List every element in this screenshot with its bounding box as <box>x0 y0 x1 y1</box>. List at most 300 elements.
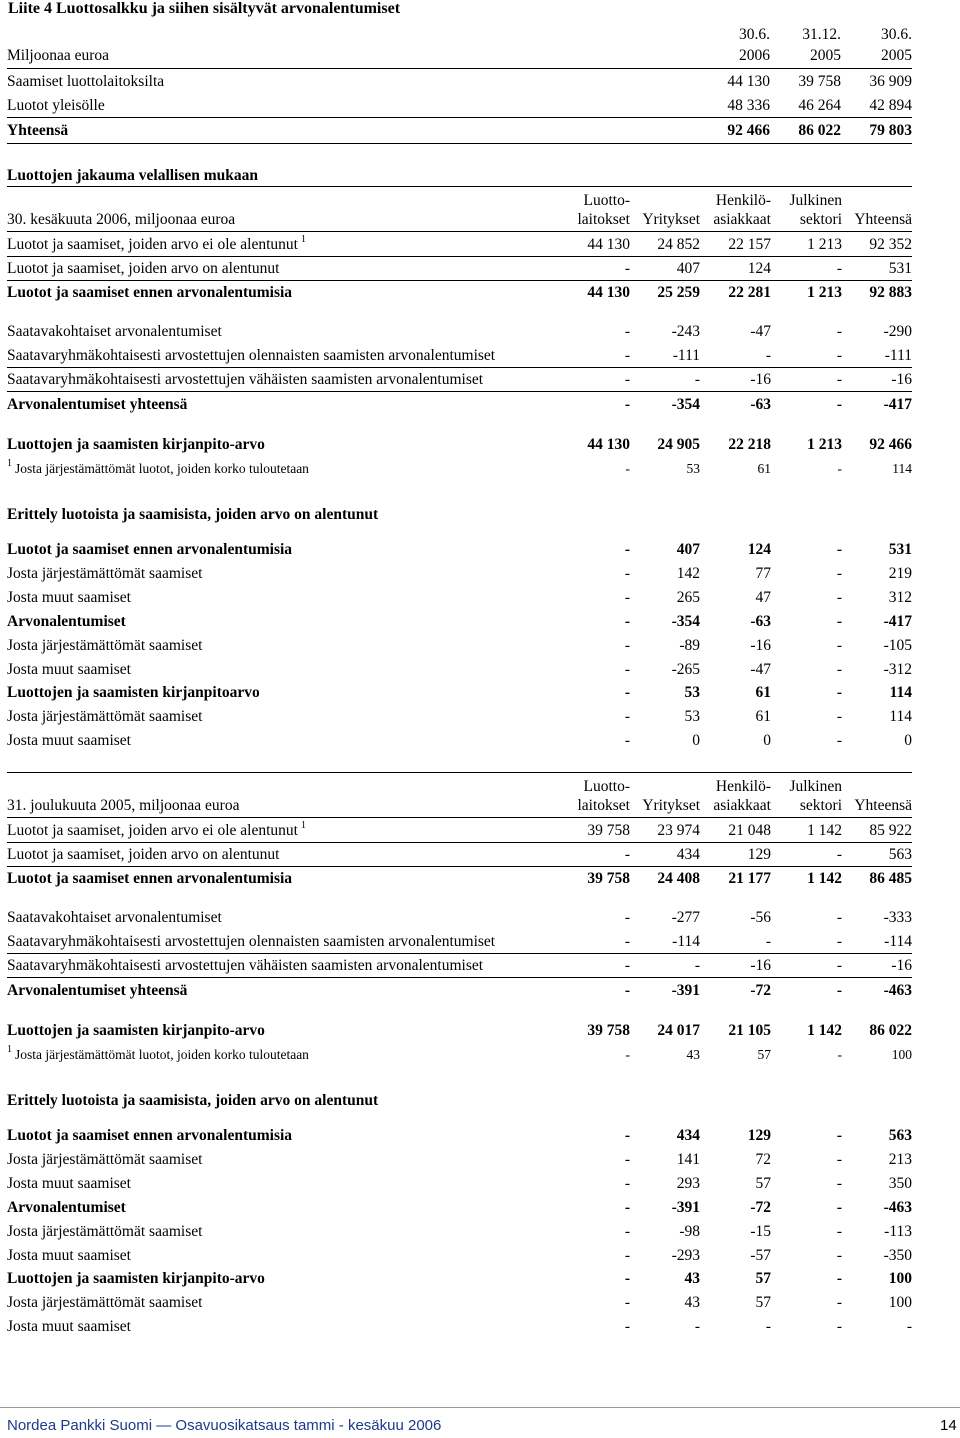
cell-value: - <box>624 982 630 999</box>
cell-value: 24 017 <box>657 1022 700 1039</box>
table-row <box>7 730 912 752</box>
cell-value: - <box>836 612 842 630</box>
cell-value: 531 <box>888 260 912 277</box>
cell-value: 142 <box>676 564 700 582</box>
cell-value: - <box>836 260 842 277</box>
column-header: Yhteensä <box>854 211 912 228</box>
column-header: sektori <box>799 797 842 814</box>
cell-value: - <box>624 1294 630 1312</box>
table-row <box>7 844 912 866</box>
subsection-title <box>7 504 912 526</box>
horizontal-rule <box>7 817 912 818</box>
row-label: Josta järjestämättömät saamiset <box>7 1222 203 1240</box>
cell-value: 293 <box>676 1174 700 1192</box>
horizontal-rule <box>7 117 912 118</box>
section-title-text: Luottojen jakauma velallisen mukaan <box>7 167 259 184</box>
cell-value: - <box>624 1246 630 1264</box>
cell-value: -111 <box>672 347 700 364</box>
cell-value: -72 <box>750 982 771 999</box>
cell-value: 46 264 <box>798 97 841 114</box>
table-row <box>7 1221 912 1243</box>
row-label <box>7 234 306 256</box>
cell-value: - <box>836 1318 842 1336</box>
cell-value: - <box>694 1318 700 1336</box>
cell-value: - <box>836 541 842 558</box>
table-row <box>7 1268 912 1290</box>
cell-value: 61 <box>757 461 771 476</box>
cell-value: - <box>624 846 630 863</box>
table-row <box>7 1292 912 1314</box>
cell-value: 100 <box>888 1270 912 1288</box>
footer-rule <box>0 1407 960 1408</box>
column-header: asiakkaat <box>713 211 771 228</box>
table-row <box>7 258 912 280</box>
cell-value: -463 <box>883 982 912 999</box>
cell-value: - <box>836 347 842 364</box>
cell-value: -290 <box>883 323 912 340</box>
row-label: Josta muut saamiset <box>7 1174 131 1192</box>
cell-value: 39 758 <box>587 1022 630 1039</box>
cell-value: - <box>624 708 630 726</box>
row-label-text: Arvonalentumiset yhteensä <box>7 396 188 413</box>
row-label: Luotot ja saamiset ennen arvonalentumisia <box>7 541 293 558</box>
cell-value: 563 <box>888 1127 912 1144</box>
cell-value: 219 <box>888 564 912 582</box>
row-label: Arvonalentumiset <box>7 612 126 630</box>
cell-value: - <box>624 1127 630 1144</box>
row-label: Luotot ja saamiset ennen arvonalentumisia <box>7 1127 293 1144</box>
horizontal-rule <box>7 367 912 368</box>
subsection-title <box>7 1090 912 1112</box>
cell-value: - <box>624 1174 630 1192</box>
row-label <box>7 258 279 280</box>
horizontal-rule <box>7 842 912 843</box>
row-label-text: Saatavaryhmäkohtaisesti arvostettujen olennaisten saamisten arvonalentumiset <box>7 347 496 364</box>
footnote-marker: 1 <box>300 820 306 831</box>
column-header: Yritykset <box>642 797 700 814</box>
horizontal-rule <box>7 231 912 232</box>
horizontal-rule <box>7 186 912 187</box>
table-caption: Miljoonaa euroa <box>7 47 110 64</box>
cell-value: 1 142 <box>807 1022 842 1039</box>
cell-value: 114 <box>889 684 912 702</box>
row-label <box>7 458 309 480</box>
row-label <box>7 321 222 343</box>
cell-value: -417 <box>883 396 912 413</box>
cell-value: - <box>624 1222 630 1240</box>
cell-value: -16 <box>750 636 771 654</box>
footnote-marker: 1 <box>7 458 12 469</box>
cell-value: 265 <box>676 588 700 606</box>
cell-value: 434 <box>676 1127 700 1144</box>
row-label-text: Luottojen ja saamisten kirjanpito-arvo <box>7 436 265 453</box>
row-label: Yhteensä <box>7 122 69 139</box>
row-label <box>7 1044 309 1066</box>
cell-value: 57 <box>755 1294 771 1312</box>
row-label: Josta järjestämättömät saamiset <box>7 564 203 582</box>
cell-value: 92 883 <box>869 284 912 301</box>
column-header: Henkilö- <box>715 778 771 795</box>
cell-value: 24 408 <box>657 870 700 887</box>
row-label-text: Luotot ja saamiset, joiden arvo ei ole alentunut <box>7 822 298 839</box>
cell-value: -15 <box>750 1222 771 1240</box>
cell-value: -114 <box>672 933 700 950</box>
cell-value: - <box>624 1198 630 1216</box>
horizontal-rule <box>7 866 912 867</box>
cell-value: - <box>836 323 842 340</box>
row-label: Saamiset luottolaitoksilta <box>7 73 165 90</box>
cell-value: 47 <box>755 588 771 606</box>
cell-value: - <box>836 1270 842 1288</box>
cell-value: - <box>624 588 630 606</box>
table-row <box>7 369 912 391</box>
row-label: Luottojen ja saamisten kirjanpito-arvo <box>7 1270 265 1288</box>
cell-value: - <box>836 708 842 726</box>
cell-value: 1 213 <box>807 284 842 301</box>
table-row <box>7 394 912 416</box>
cell-value: -350 <box>883 1246 912 1264</box>
cell-value: 100 <box>891 1047 912 1062</box>
cell-value: -16 <box>891 957 912 974</box>
column-date: 30.6. <box>739 26 770 43</box>
cell-value: - <box>837 1047 842 1062</box>
cell-value: - <box>694 371 700 388</box>
table-row <box>7 635 912 657</box>
footnote-marker: 1 <box>7 1044 12 1055</box>
cell-value: 85 922 <box>869 822 912 839</box>
cell-value: 114 <box>889 708 912 726</box>
cell-value: - <box>836 1127 842 1144</box>
table-row <box>7 1197 912 1219</box>
column-header-row <box>7 209 912 231</box>
table-row <box>7 321 912 343</box>
row-label <box>7 434 265 456</box>
horizontal-rule <box>7 256 912 257</box>
column-header: Julkinen <box>789 192 842 209</box>
subsection-title-text: Erittely luotoista ja saamisista, joiden arvo on alentunut <box>7 1092 379 1109</box>
cell-value: - <box>836 1198 842 1216</box>
row-label-text: Josta järjestämättömät luotot, joiden korko tuloutetaan <box>15 461 309 476</box>
cell-value: 53 <box>686 461 700 476</box>
cell-value: 100 <box>888 1294 912 1312</box>
cell-value: - <box>625 1047 630 1062</box>
cell-value: 21 105 <box>728 1022 771 1039</box>
cell-value: 1 142 <box>807 870 842 887</box>
table-header-row <box>7 24 912 46</box>
cell-value: - <box>624 909 630 926</box>
cell-value: - <box>694 957 700 974</box>
row-label-text: Saatavaryhmäkohtaisesti arvostettujen vähäisten saamisten arvonalentumiset <box>7 371 484 388</box>
cell-value: 141 <box>676 1150 700 1168</box>
cell-value: 39 758 <box>587 870 630 887</box>
table-caption: 30. kesäkuuta 2006, miljoonaa euroa <box>7 211 236 228</box>
table-row <box>7 955 912 977</box>
cell-value: 213 <box>888 1150 912 1168</box>
column-header: laitokset <box>577 211 630 228</box>
row-label-text: Luotot ja saamiset, joiden arvo ei ole alentunut <box>7 236 298 253</box>
cell-value: -114 <box>884 933 912 950</box>
cell-value: 24 905 <box>657 436 700 453</box>
table-caption: 31. joulukuuta 2005, miljoonaa euroa <box>7 797 240 814</box>
cell-value: 124 <box>747 541 771 558</box>
cell-value: 44 130 <box>587 284 630 301</box>
row-label: Josta järjestämättömät saamiset <box>7 708 203 726</box>
cell-value: 39 758 <box>587 822 630 839</box>
cell-value: 0 <box>904 732 912 750</box>
table-row <box>7 1245 912 1267</box>
cell-value: - <box>836 909 842 926</box>
cell-value: - <box>836 564 842 582</box>
cell-value: - <box>765 347 771 364</box>
cell-value: 22 157 <box>728 236 771 253</box>
row-label <box>7 345 495 367</box>
row-label-text: Saatavaryhmäkohtaisesti arvostettujen vähäisten saamisten arvonalentumiset <box>7 957 484 974</box>
cell-value: 79 803 <box>869 122 912 139</box>
row-label-text: Saatavakohtaiset arvonalentumiset <box>7 323 222 340</box>
table-header-row <box>7 45 912 67</box>
cell-value: -16 <box>750 371 771 388</box>
row-label <box>7 820 306 842</box>
cell-value: - <box>624 564 630 582</box>
cell-value: - <box>836 588 842 606</box>
cell-value: 44 130 <box>587 436 630 453</box>
cell-value: - <box>624 933 630 950</box>
row-label-text: Luotot ja saamiset, joiden arvo on alentunut <box>7 260 280 277</box>
cell-value: - <box>837 461 842 476</box>
cell-value: 24 852 <box>657 236 700 253</box>
cell-value: 1 213 <box>807 436 842 453</box>
cell-value: 407 <box>676 260 700 277</box>
footer-text: Nordea Pankki Suomi — Osavuosikatsaus tammi - kesäkuu 2006 <box>7 1417 442 1434</box>
cell-value: - <box>836 846 842 863</box>
table-row <box>7 282 912 304</box>
row-label <box>7 369 483 391</box>
cell-value: - <box>624 1150 630 1168</box>
cell-value: - <box>624 541 630 558</box>
cell-value: 350 <box>888 1174 912 1192</box>
cell-value: 114 <box>892 461 912 476</box>
cell-value: - <box>624 1318 630 1336</box>
row-label <box>7 868 292 890</box>
row-label-text: Josta järjestämättömät luotot, joiden korko tuloutetaan <box>15 1047 309 1062</box>
table-row <box>7 1173 912 1195</box>
horizontal-rule <box>7 772 912 773</box>
horizontal-rule <box>7 280 912 281</box>
cell-value: 434 <box>676 846 700 863</box>
horizontal-rule <box>7 143 912 144</box>
table-row <box>7 931 912 953</box>
table-row <box>7 234 912 256</box>
table-row <box>7 539 912 561</box>
cell-value: 61 <box>755 708 771 726</box>
row-label <box>7 931 495 953</box>
column-header: sektori <box>799 211 842 228</box>
row-label: Josta muut saamiset <box>7 1246 131 1264</box>
page-number: 14 <box>940 1417 957 1434</box>
cell-value: 563 <box>888 846 912 863</box>
cell-value: - <box>624 260 630 277</box>
cell-value: - <box>836 396 842 413</box>
row-label <box>7 844 279 866</box>
table-row <box>7 458 912 480</box>
row-label: Josta muut saamiset <box>7 1318 131 1336</box>
row-label: Luotot yleisölle <box>7 97 105 114</box>
cell-value: - <box>624 347 630 364</box>
table-row <box>7 563 912 585</box>
column-header: Luotto- <box>583 778 630 795</box>
cell-value: - <box>624 732 630 750</box>
cell-value: 43 <box>686 1047 700 1062</box>
cell-value: -113 <box>884 1222 912 1240</box>
cell-value: 43 <box>684 1294 700 1312</box>
cell-value: -277 <box>671 909 700 926</box>
table-row <box>7 1125 912 1147</box>
cell-value: - <box>625 461 630 476</box>
footnote-marker: 1 <box>300 234 306 245</box>
cell-value: -57 <box>750 1246 771 1264</box>
row-label: Josta muut saamiset <box>7 660 131 678</box>
table-row <box>7 1020 912 1042</box>
cell-value: 312 <box>888 588 912 606</box>
table-row <box>7 611 912 633</box>
cell-value: -391 <box>671 1198 700 1216</box>
column-date: 30.6. <box>881 26 912 43</box>
cell-value: 407 <box>676 541 700 558</box>
cell-value: 21 048 <box>728 822 771 839</box>
cell-value: -463 <box>883 1198 912 1216</box>
cell-value: - <box>836 660 842 678</box>
table-row <box>7 706 912 728</box>
cell-value: 43 <box>684 1270 700 1288</box>
cell-value: -391 <box>671 982 700 999</box>
horizontal-rule <box>7 977 912 978</box>
cell-value: - <box>765 1318 771 1336</box>
cell-value: 1 142 <box>807 822 842 839</box>
cell-value: 57 <box>755 1174 771 1192</box>
subsection-title-text: Erittely luotoista ja saamisista, joiden arvo on alentunut <box>7 506 379 523</box>
column-year: 2005 <box>881 47 912 64</box>
cell-value: -417 <box>883 612 912 630</box>
cell-value: 86 485 <box>869 870 912 887</box>
table-row <box>7 95 912 117</box>
table-row <box>7 71 912 93</box>
row-label-text: Luotot ja saamiset ennen arvonalentumisia <box>7 284 293 301</box>
cell-value: 36 909 <box>869 73 912 90</box>
table-row <box>7 1044 912 1066</box>
row-label <box>7 980 187 1002</box>
cell-value: -354 <box>671 396 700 413</box>
cell-value: -111 <box>884 347 912 364</box>
table-row <box>7 659 912 681</box>
cell-value: - <box>836 957 842 974</box>
cell-value: - <box>836 982 842 999</box>
cell-value: - <box>836 1150 842 1168</box>
cell-value: 86 022 <box>798 122 841 139</box>
row-label: Arvonalentumiset <box>7 1198 126 1216</box>
column-header: asiakkaat <box>713 797 771 814</box>
cell-value: 53 <box>684 684 700 702</box>
row-label <box>7 282 292 304</box>
cell-value: -333 <box>883 909 912 926</box>
column-year: 2006 <box>739 47 770 64</box>
cell-value: 77 <box>755 564 771 582</box>
cell-value: -47 <box>750 660 771 678</box>
horizontal-rule <box>7 953 912 954</box>
row-label-text: Luottojen ja saamisten kirjanpito-arvo <box>7 1022 265 1039</box>
cell-value: 42 894 <box>869 97 912 114</box>
cell-value: 92 466 <box>727 122 770 139</box>
cell-value: 57 <box>755 1270 771 1288</box>
cell-value: 25 259 <box>657 284 700 301</box>
cell-value: -98 <box>679 1222 700 1240</box>
cell-value: 1 213 <box>807 236 842 253</box>
cell-value: 129 <box>747 846 771 863</box>
table-row <box>7 120 912 142</box>
table-row <box>7 820 912 842</box>
row-label-text: Luotot ja saamiset ennen arvonalentumisia <box>7 870 293 887</box>
table-row <box>7 587 912 609</box>
table-row <box>7 907 912 929</box>
cell-value: - <box>836 732 842 750</box>
cell-value: - <box>624 684 630 702</box>
cell-value: - <box>836 636 842 654</box>
cell-value: - <box>765 933 771 950</box>
column-header: Luotto- <box>583 192 630 209</box>
cell-value: 124 <box>747 260 771 277</box>
row-label: Josta järjestämättömät saamiset <box>7 636 203 654</box>
row-label <box>7 394 187 416</box>
row-label: Josta järjestämättömät saamiset <box>7 1150 203 1168</box>
cell-value: 21 177 <box>728 870 771 887</box>
cell-value: 61 <box>755 684 771 702</box>
table-row <box>7 868 912 890</box>
cell-value: - <box>906 1318 912 1336</box>
cell-value: 0 <box>763 732 771 750</box>
table-row <box>7 434 912 456</box>
cell-value: 22 218 <box>728 436 771 453</box>
row-label-text: Saatavakohtaiset arvonalentumiset <box>7 909 222 926</box>
column-header: laitokset <box>577 797 630 814</box>
cell-value: - <box>836 684 842 702</box>
cell-value: 44 130 <box>587 236 630 253</box>
column-year: 2005 <box>810 47 841 64</box>
cell-value: -63 <box>750 396 771 413</box>
cell-value: - <box>836 371 842 388</box>
cell-value: -47 <box>750 323 771 340</box>
row-label: Luottojen ja saamisten kirjanpitoarvo <box>7 684 260 702</box>
cell-value: -16 <box>750 957 771 974</box>
cell-value: - <box>624 636 630 654</box>
column-header-row <box>7 795 912 817</box>
cell-value: - <box>836 1222 842 1240</box>
cell-value: 22 281 <box>728 284 771 301</box>
column-header: Yritykset <box>642 211 700 228</box>
cell-value: -72 <box>750 1198 771 1216</box>
cell-value: 0 <box>692 732 700 750</box>
row-label: Josta järjestämättömät saamiset <box>7 1294 203 1312</box>
table-row <box>7 1149 912 1171</box>
row-label-text: Saatavaryhmäkohtaisesti arvostettujen olennaisten saamisten arvonalentumiset <box>7 933 496 950</box>
cell-value: - <box>836 1174 842 1192</box>
cell-value: - <box>624 957 630 974</box>
cell-value: - <box>836 1294 842 1312</box>
cell-value: -243 <box>671 323 700 340</box>
table-row <box>7 682 912 704</box>
cell-value: 72 <box>755 1150 771 1168</box>
cell-value: - <box>624 371 630 388</box>
cell-value: - <box>624 323 630 340</box>
cell-value: 531 <box>888 541 912 558</box>
